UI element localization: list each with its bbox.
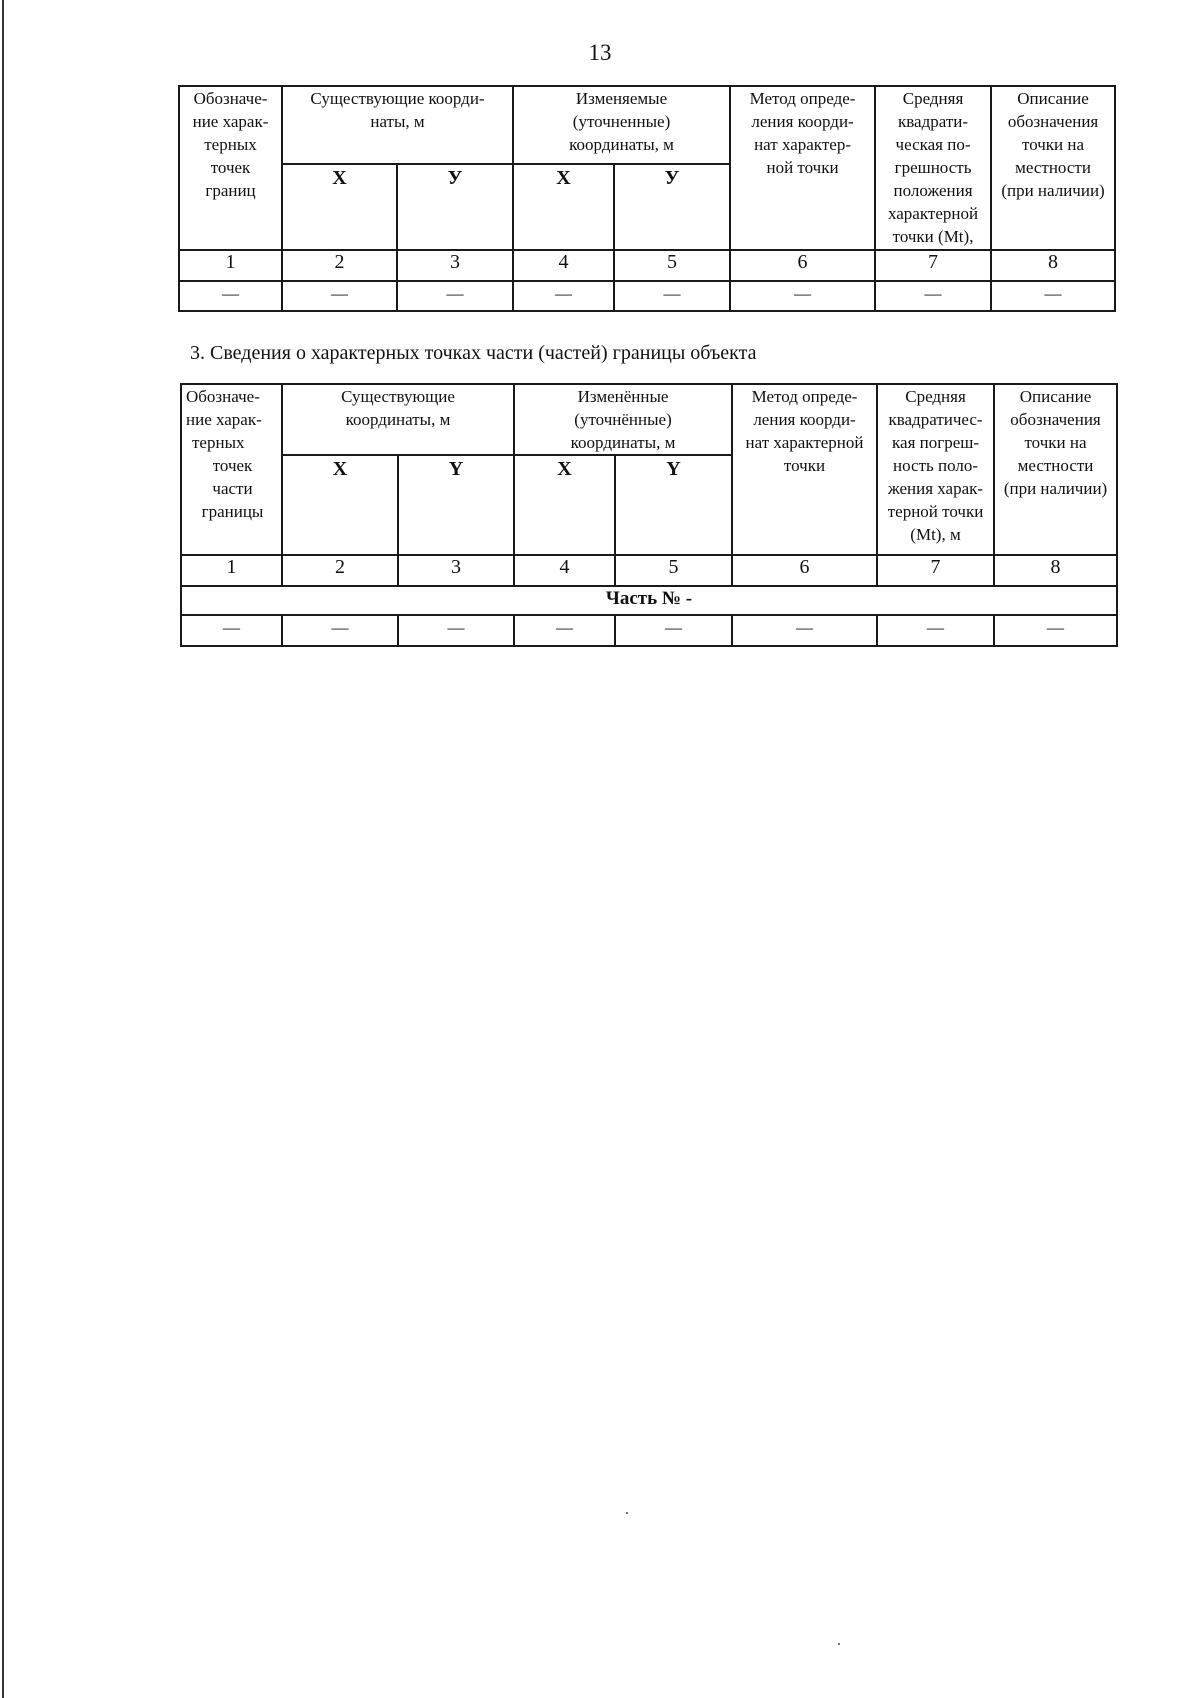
empty-cell-dash: — bbox=[181, 615, 282, 646]
column-number: 3 bbox=[398, 555, 514, 586]
column-number: 4 bbox=[513, 250, 614, 281]
header-changed-coordinates: Изменяемые (уточненные) координаты, м bbox=[513, 86, 730, 164]
empty-cell-dash: — bbox=[877, 615, 994, 646]
header-y-existing: У bbox=[397, 164, 513, 250]
column-number-row bbox=[181, 555, 1117, 586]
header-x-existing: Х bbox=[282, 164, 397, 250]
header-existing-coordinates: Существующие коорди- наты, м bbox=[282, 86, 513, 164]
header-x-changed: Х bbox=[513, 164, 614, 250]
column-number: 1 bbox=[181, 555, 282, 586]
column-number: 3 bbox=[397, 250, 513, 281]
column-number: 8 bbox=[994, 555, 1117, 586]
column-number: 5 bbox=[615, 555, 732, 586]
header-changed-coordinates: Изменённые (уточнённые) координаты, м bbox=[514, 384, 732, 455]
boundary-points-table bbox=[178, 85, 1116, 312]
scan-margin-line bbox=[2, 0, 4, 1698]
column-number: 2 bbox=[282, 555, 398, 586]
empty-cell-dash: — bbox=[732, 615, 877, 646]
scan-speck bbox=[626, 1512, 628, 1514]
column-number: 7 bbox=[875, 250, 991, 281]
section-heading: 3. Сведения о характерных точках части (частей) границы объекта bbox=[190, 342, 757, 364]
empty-cell-dash: — bbox=[179, 281, 282, 311]
empty-cell-dash: — bbox=[614, 281, 730, 311]
header-y-existing: Y bbox=[398, 455, 514, 555]
column-number-row bbox=[179, 250, 1115, 281]
header-description: Описание обозначения точки на местности (при наличии) bbox=[991, 86, 1115, 250]
header-error: Средняя квадратичес- кая погреш- ность поло- жения харак- терной точки (Mt), м bbox=[877, 384, 994, 555]
column-number: 6 bbox=[732, 555, 877, 586]
header-method: Метод опреде- ления коорди- нат характер- ной точки bbox=[730, 86, 875, 250]
header-method: Метод опреде- ления коорди- нат характерной точки bbox=[732, 384, 877, 555]
column-number: 4 bbox=[514, 555, 615, 586]
empty-cell-dash: — bbox=[398, 615, 514, 646]
empty-cell-dash: — bbox=[875, 281, 991, 311]
empty-cell-dash: — bbox=[615, 615, 732, 646]
header-x-changed: X bbox=[514, 455, 615, 555]
page-number: 13 bbox=[588, 40, 612, 65]
part-label: Часть № - bbox=[181, 586, 1117, 615]
column-number: 7 bbox=[877, 555, 994, 586]
header-designation: Обозначе- ние харак- терных точек границ bbox=[179, 86, 282, 250]
column-number: 1 bbox=[179, 250, 282, 281]
part-row bbox=[181, 586, 1117, 615]
header-y-changed: У bbox=[614, 164, 730, 250]
column-number: 2 bbox=[282, 250, 397, 281]
table-row bbox=[179, 281, 1115, 311]
column-number: 5 bbox=[614, 250, 730, 281]
empty-cell-dash: — bbox=[514, 615, 615, 646]
empty-cell-dash: — bbox=[282, 281, 397, 311]
empty-cell-dash: — bbox=[991, 281, 1115, 311]
column-number: 8 bbox=[991, 250, 1115, 281]
empty-cell-dash: — bbox=[282, 615, 398, 646]
header-x-existing: X bbox=[282, 455, 398, 555]
table-row bbox=[181, 615, 1117, 646]
header-designation: Обозначе- ние харак- терных точек части границы bbox=[181, 384, 282, 555]
scan-speck bbox=[838, 1643, 840, 1645]
header-description: Описание обозначения точки на местности (при наличии) bbox=[994, 384, 1117, 555]
part-boundary-points-table bbox=[180, 383, 1118, 647]
header-error: Средняя квадрати- ческая по- грешность положения характерной точки (Mt), bbox=[875, 86, 991, 250]
empty-cell-dash: — bbox=[513, 281, 614, 311]
empty-cell-dash: — bbox=[994, 615, 1117, 646]
empty-cell-dash: — bbox=[730, 281, 875, 311]
empty-cell-dash: — bbox=[397, 281, 513, 311]
header-existing-coordinates: Существующие координаты, м bbox=[282, 384, 514, 455]
column-number: 6 bbox=[730, 250, 875, 281]
header-y-changed: Y bbox=[615, 455, 732, 555]
